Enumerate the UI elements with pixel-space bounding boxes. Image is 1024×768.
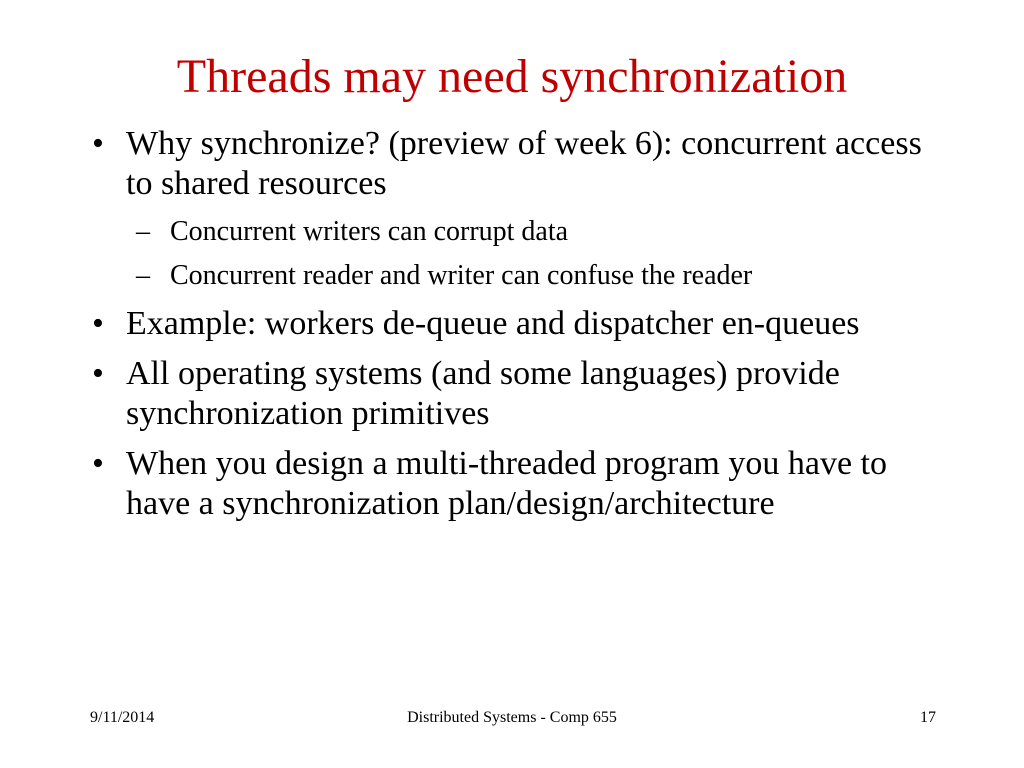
bullet-item	[92, 444, 942, 524]
sub-bullet-marker: –	[136, 216, 150, 247]
footer-date: 9/11/2014	[90, 709, 155, 726]
bullet-marker: •	[92, 305, 104, 342]
bullet-marker: •	[92, 445, 104, 482]
bullet-list	[92, 124, 942, 534]
sub-bullet-item	[136, 214, 942, 250]
sub-bullet-text: Concurrent reader and writer can confuse the reader	[170, 260, 753, 291]
bullet-marker: •	[92, 355, 104, 392]
bullet-text: When you design a multi-threaded program you have to have a synchronization plan/design/architecture	[126, 445, 887, 522]
bullet-item	[92, 354, 942, 434]
sub-bullet-list	[92, 214, 942, 294]
footer-course: Distributed Systems - Comp 655	[407, 709, 617, 726]
footer-page-number: 17	[920, 709, 936, 726]
bullet-marker: •	[92, 125, 104, 162]
bullet-text: Example: workers de-queue and dispatcher en-queues	[126, 305, 860, 342]
sub-bullet-item	[136, 258, 942, 294]
bullet-text: Why synchronize? (preview of week 6): concurrent access to shared resources	[126, 125, 922, 202]
bullet-item	[92, 304, 942, 344]
sub-bullet-marker: –	[136, 260, 150, 291]
bullet-item	[92, 124, 942, 204]
sub-bullet-text: Concurrent writers can corrupt data	[170, 216, 569, 247]
bullet-text: All operating systems (and some languages) provide synchronization primitives	[126, 355, 840, 432]
slide-title: Threads may need synchronization	[176, 50, 848, 103]
